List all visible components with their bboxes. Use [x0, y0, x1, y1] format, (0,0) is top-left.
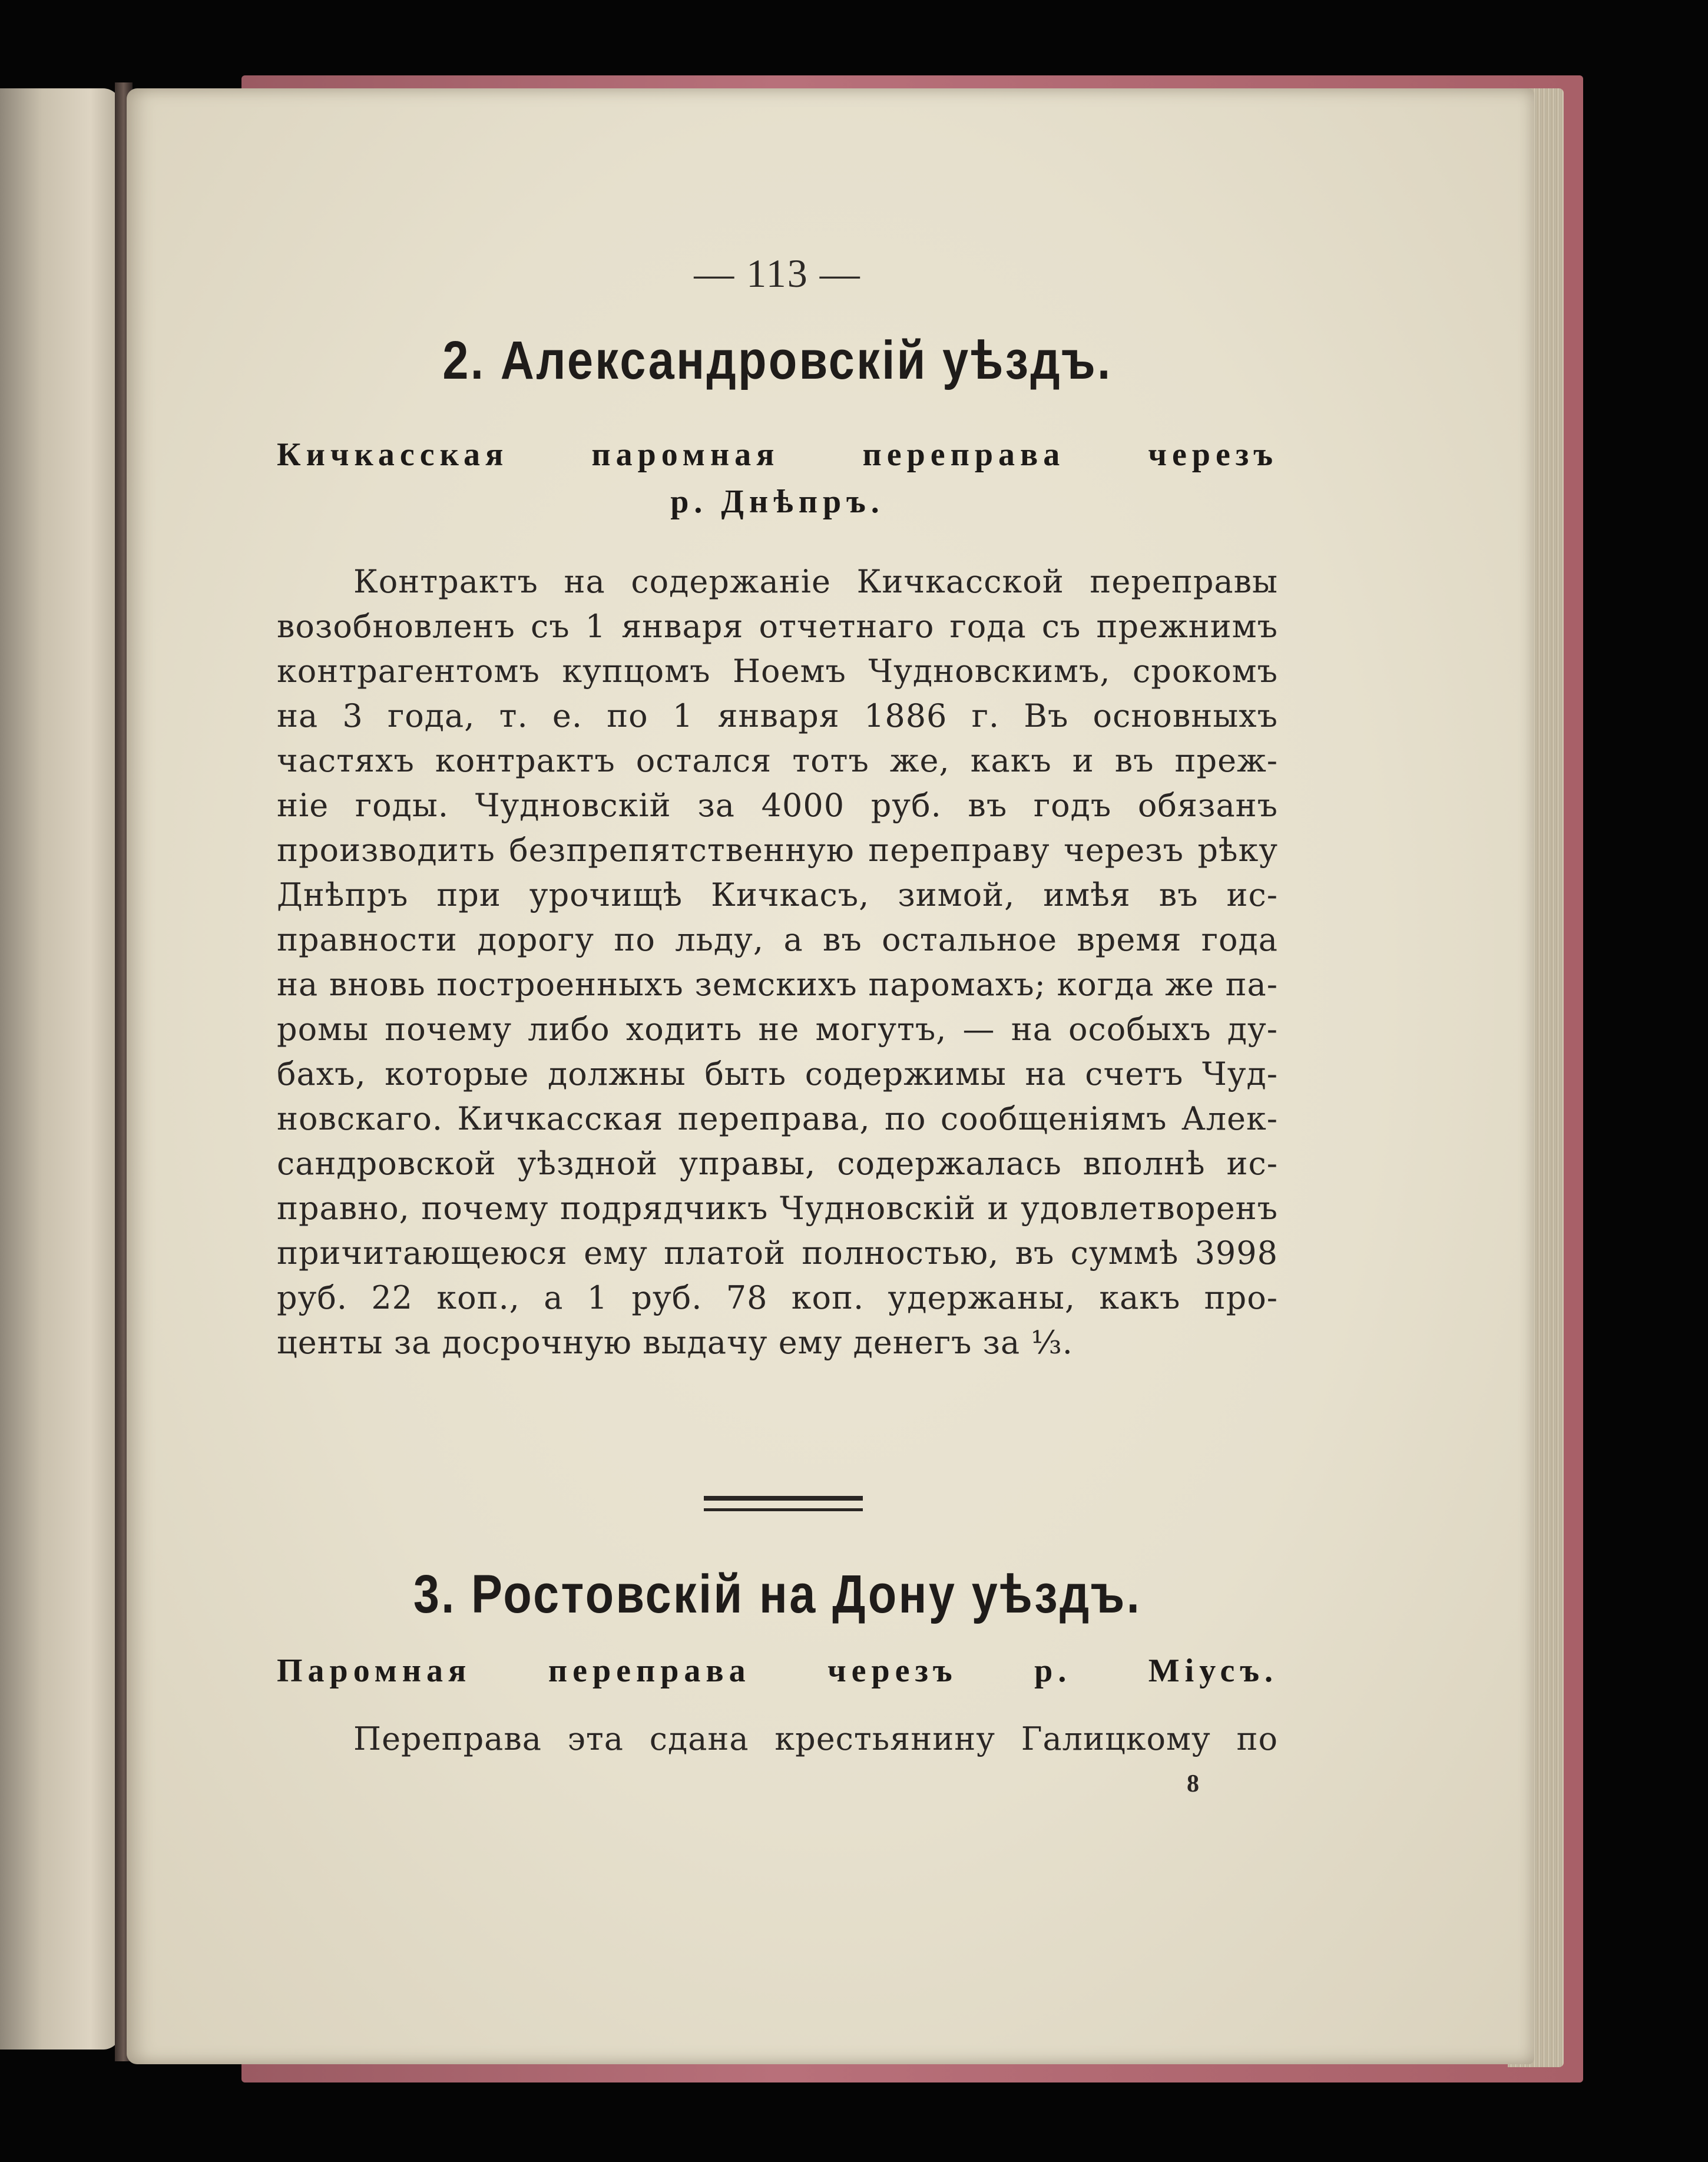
- paragraph-line: ніе годы. Чудновскій за 4000 руб. въ годъ обязанъ: [277, 787, 1278, 824]
- section-2-paragraph: [277, 559, 1278, 1365]
- paragraph-line: центы за досрочную выдачу ему денегъ за ⅓.: [277, 1324, 1073, 1361]
- paragraph-line: бахъ, которые должны быть содержимы на счетъ Чуд-: [277, 1055, 1278, 1092]
- paragraph-line: производить безпрепятственную переправу черезъ рѣку: [277, 832, 1278, 869]
- section-2-subheading-line1: Кичкасская паромная переправа черезъ: [277, 436, 1278, 473]
- paragraph-line: сандровской уѣздной управы, содержалась вполнѣ ис-: [277, 1145, 1278, 1182]
- paragraph-line: Контрактъ на содержаніе Кичкасской переправы: [353, 563, 1278, 600]
- section-2-heading: 2. Александровскій уѣздъ.: [442, 330, 1113, 390]
- section-3-paragraph: [277, 1717, 1278, 1762]
- paragraph-line: руб. 22 коп., а 1 руб. 78 коп. удержаны, какъ про-: [277, 1279, 1278, 1316]
- paragraph-line: ромы почему либо ходить не могутъ, — на особыхъ ду-: [277, 1011, 1278, 1048]
- paragraph-line: правности дорогу по льду, а въ остальное время года: [277, 921, 1278, 958]
- paragraph-line: новскаго. Кичкасская переправа, по сообщеніямъ Алек-: [277, 1100, 1278, 1137]
- section-divider: [704, 1496, 863, 1511]
- section-3-heading: 3. Ростовскій на Дону уѣздъ.: [413, 1564, 1142, 1624]
- paragraph-line: причитающеюся ему платой полностью, въ суммѣ 3998: [277, 1234, 1278, 1272]
- paragraph-line: возобновленъ съ 1 января отчетнаго года съ прежнимъ: [277, 608, 1278, 645]
- section-2-subheading-line2: р. Днѣпръ.: [670, 484, 885, 520]
- paragraph-line: Переправа эта сдана крестьянину Галицкому по: [353, 1720, 1278, 1757]
- left-page: [0, 88, 121, 2050]
- signature-mark: 8: [1187, 1770, 1199, 1797]
- section-3-subheading: Паромная переправа черезъ р. Міусъ.: [277, 1653, 1278, 1689]
- paragraph-line: частяхъ контрактъ остался тотъ же, какъ и въ преж-: [277, 742, 1278, 779]
- paragraph-line: Днѣпръ при урочищѣ Кичкасъ, зимой, имѣя въ ис-: [277, 876, 1278, 913]
- paragraph-line: правно, почему подрядчикъ Чудновскій и удовлетворенъ: [277, 1190, 1278, 1227]
- page-number: — 113 —: [694, 251, 861, 296]
- paragraph-line: контрагентомъ купцомъ Ноемъ Чудновскимъ, срокомъ: [277, 653, 1278, 690]
- paragraph-line: на 3 года, т. е. по 1 января 1886 г. Въ основныхъ: [277, 697, 1278, 734]
- paragraph-line: на вновь построенныхъ земскихъ паромахъ; когда же па-: [277, 966, 1278, 1003]
